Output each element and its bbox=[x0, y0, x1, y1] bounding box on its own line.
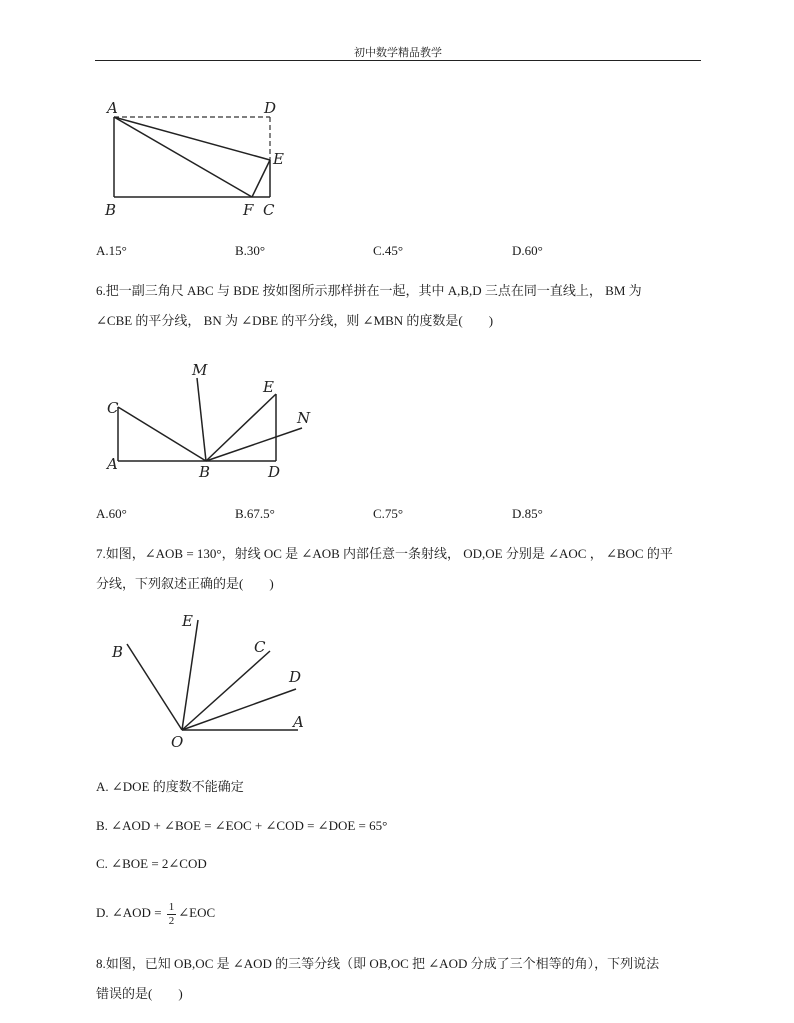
figure-triangle-rulers bbox=[100, 356, 320, 482]
ray-bn bbox=[206, 428, 302, 461]
label-b: B bbox=[112, 643, 124, 661]
q8-line-1: 8.如图，已知 OB,OC 是 ∠AOD 的三等分线（即 OB,OC 把 ∠AOD 分成了三个相等的角），下列说法 bbox=[96, 956, 660, 971]
fraction-one-half bbox=[167, 901, 177, 928]
label-d: D bbox=[264, 99, 277, 117]
q7-option-b: B. ∠AOD + ∠BOE = ∠EOC + ∠COD = ∠DOE = 65° bbox=[96, 818, 388, 833]
q7-option-d bbox=[96, 900, 215, 926]
label-a: A bbox=[107, 455, 118, 473]
ray-ob bbox=[127, 644, 182, 730]
label-b: B bbox=[199, 463, 211, 481]
label-d: D bbox=[268, 463, 281, 481]
page-header-title: 初中数学精品教学 bbox=[354, 46, 442, 59]
segment-ae bbox=[114, 117, 270, 160]
segment-cb bbox=[118, 407, 206, 461]
q7-stem bbox=[96, 539, 706, 599]
segment-be bbox=[206, 394, 276, 461]
q6-options bbox=[96, 506, 596, 524]
label-b: B bbox=[105, 201, 117, 219]
q5-option-d: D.60° bbox=[512, 243, 543, 258]
q7-option-d-prefix: D. ∠AOD = bbox=[96, 905, 165, 920]
label-e: E bbox=[182, 612, 193, 630]
q6-option-b: B.67.5° bbox=[235, 506, 275, 521]
ray-oc bbox=[182, 651, 270, 730]
fraction-numerator: 1 bbox=[168, 900, 175, 913]
label-c: C bbox=[254, 638, 266, 656]
q7-line-1: 7.如图，∠AOB = 130°，射线 OC 是 ∠AOB 内部任意一条射线， OD,OE 分别是 ∠AOC ， ∠BOC 的平 bbox=[96, 546, 673, 561]
q7-option-d-suffix: ∠EOC bbox=[178, 905, 216, 920]
label-e: E bbox=[273, 150, 284, 168]
figure-rectangle-fold bbox=[100, 96, 300, 222]
label-c: C bbox=[263, 201, 275, 219]
q6-option-d: D.85° bbox=[512, 506, 543, 521]
segment-fe bbox=[252, 160, 270, 197]
q5-options bbox=[96, 243, 596, 261]
q6-line-2: ∠CBE 的平分线， BN 为 ∠DBE 的平分线，则 ∠MBN 的度数是( ) bbox=[96, 313, 494, 328]
fraction-denominator: 2 bbox=[168, 914, 175, 927]
label-a: A bbox=[107, 99, 118, 117]
header-divider bbox=[95, 60, 701, 61]
q6-stem bbox=[96, 276, 706, 336]
q8-stem bbox=[96, 949, 706, 1009]
label-a: A bbox=[293, 713, 304, 731]
q6-option-a: A.60° bbox=[96, 506, 127, 521]
q5-option-c: C.45° bbox=[373, 243, 404, 258]
ray-oe bbox=[182, 620, 198, 730]
q8-line-2: 错误的是( ) bbox=[96, 986, 183, 1001]
label-f: F bbox=[243, 201, 254, 219]
segment-af bbox=[114, 117, 252, 197]
label-o: O bbox=[171, 733, 184, 751]
label-d: D bbox=[289, 668, 302, 686]
label-m: M bbox=[192, 361, 208, 379]
q5-option-b: B.30° bbox=[235, 243, 266, 258]
figure-angle-rays bbox=[100, 606, 320, 754]
label-c: C bbox=[107, 399, 119, 417]
q7-line-2: 分线，下列叙述正确的是( ) bbox=[96, 576, 274, 591]
q5-option-a: A.15° bbox=[96, 243, 127, 258]
q7-option-c: C. ∠BOE = 2∠COD bbox=[96, 856, 207, 871]
q6-option-c: C.75° bbox=[373, 506, 404, 521]
label-n: N bbox=[297, 409, 311, 427]
label-e: E bbox=[263, 378, 274, 396]
q6-line-1: 6.把一副三角尺 ABC 与 BDE 按如图所示那样拼在一起，其中 A,B,D 三点在同一直线上， BM 为 bbox=[96, 283, 642, 298]
ray-bm bbox=[197, 378, 206, 461]
q7-option-a: A. ∠DOE 的度数不能确定 bbox=[96, 779, 244, 794]
ray-od bbox=[182, 689, 296, 730]
